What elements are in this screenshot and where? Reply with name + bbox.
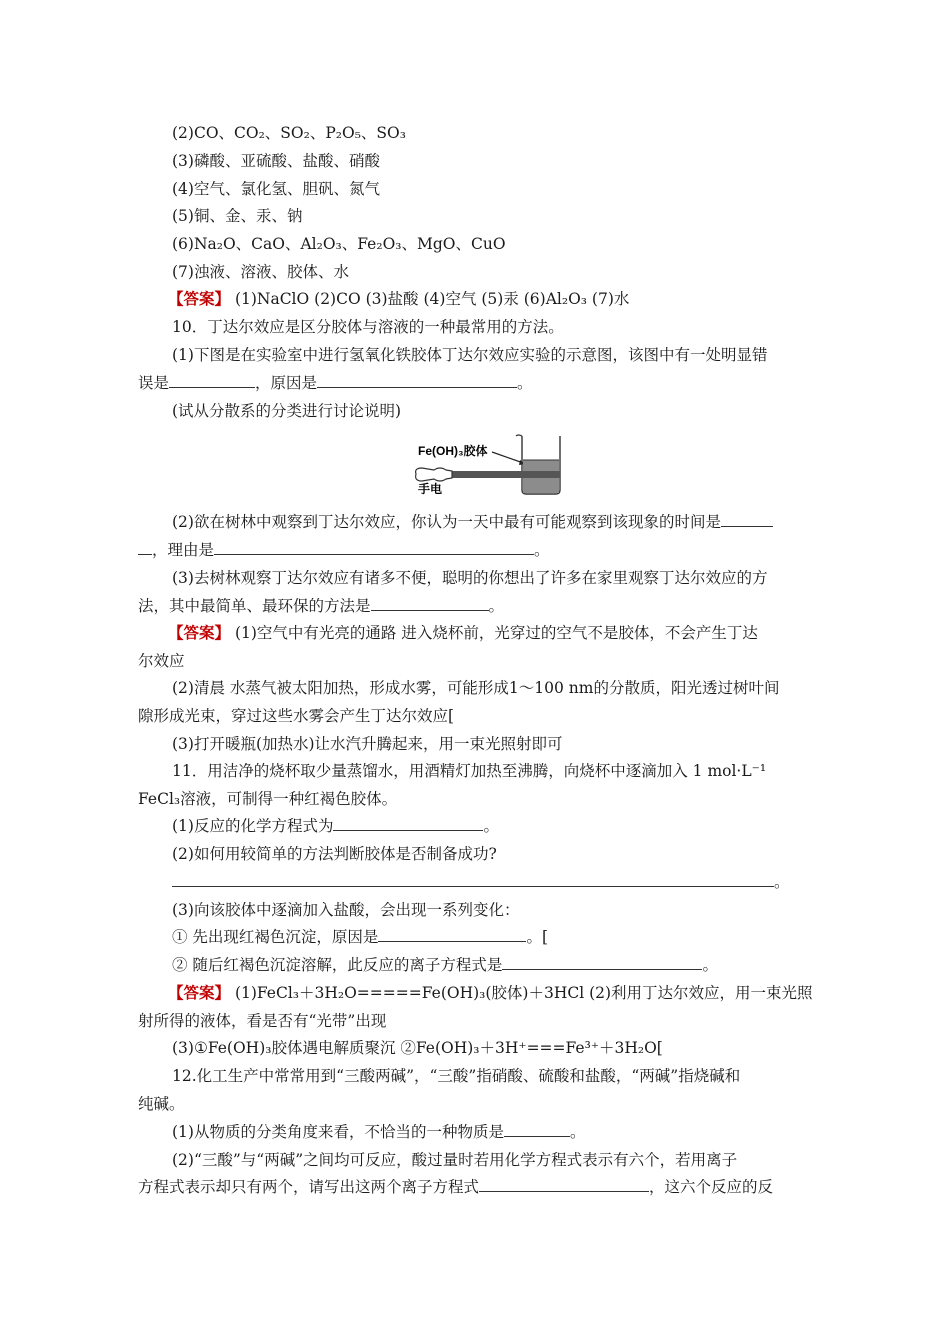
q11-part3: (3)向该胶体中逐滴加入盐酸，会出现一系列变化： [172,901,520,919]
q12-blank-ionic[interactable] [479,1177,649,1192]
q10-answer-line5: (3)打开暖瓶(加热水)让水汽升腾起来，用一束光照射即可 [172,735,563,753]
q10-answer-1a: (1)空气中有光亮的通路 进入烧杯前，光穿过的空气不是胶体，不会产生丁达 [230,624,758,642]
q11-part3b-end: 。 [702,956,718,974]
q10-part3-line2 [138,595,504,617]
q11-blank-ionic[interactable] [502,955,702,970]
answer-tag: 【答案】 [168,623,231,642]
q11-part1-end: 。 [483,817,499,835]
q9-item-3: (3)磷酸、亚硫酸、盐酸、硝酸 [172,152,380,170]
q11-part2-end: 。 [774,873,790,891]
q11-part3-a [172,926,548,948]
q12-part1-text: (1)从物质的分类角度来看，不恰当的一种物质是 [172,1123,504,1141]
q9-item-4: (4)空气、氯化氢、胆矾、氮气 [172,180,380,198]
q12-part1 [172,1121,585,1143]
q9-answer-text: (1)NaClO (2)CO (3)盐酸 (4)空气 (5)汞 (6)Al₂O₃ (7)水 [230,290,630,308]
q11-part3-b [172,954,718,976]
q10-part3-end: 。 [488,597,505,615]
q11-part2: (2)如何用较简单的方法判断胶体是否制备成功? [172,845,497,863]
q10-answer-line3: (2)清晨 水蒸气被太阳加热，形成水雾，可能形成1～100 nm的分散质，阳光透过树叶间 [172,679,780,697]
q10-part2-end: 。 [534,541,550,559]
q9-item-7: (7)浊液、溶液、胶体、水 [172,263,349,281]
q10-part2-mid: ，理由是 [152,541,215,559]
q10-blank-error[interactable] [169,373,255,388]
q10-stem: 10．丁达尔效应是区分胶体与溶液的一种最常用的方法。 [172,318,564,336]
q10-part2-line2 [138,539,550,561]
beaker-lip [516,435,522,436]
q11-part3b-text: ② 随后红褐色沉淀溶解，此反应的离子方程式是 [172,956,503,974]
q10-part1-prefix: 误是 [138,374,170,392]
q10-part1-hint: (试从分散系的分类进行讨论说明) [172,402,402,420]
q11-part2-answer-line [172,871,790,893]
colloid-label: Fe(OH)₃胶体 [418,444,488,458]
answer-tag: 【答案】 [168,983,231,1002]
q10-blank-reason[interactable] [317,373,517,388]
q11-answer-line3: (3)①Fe(OH)₃胶体遇电解质聚沉 ②Fe(OH)₃＋3H⁺===Fe³⁺＋3H₂O[ [172,1039,663,1057]
tyndall-figure [410,430,570,496]
q11-blank-equation[interactable] [333,816,483,831]
flashlight-label: 手电 [418,482,443,496]
q11-stem-line2: FeCl₃溶液，可制得一种红褐色胶体。 [138,790,398,808]
q10-part1-line1: (1)下图是在实验室中进行氢氧化铁胶体丁达尔效应实验的示意图，该图中有一处明显错 [172,346,768,364]
q12-blank-substance[interactable] [504,1122,570,1137]
q10-part3-line1: (3)去树林观察丁达尔效应有诸多不便，聪明的你想出了许多在家里观察丁达尔效应的方 [172,569,768,587]
q11-answer-line2: 射所得的液体，看是否有“光带”出现 [138,1012,387,1030]
flashlight-icon [416,468,452,481]
q9-item-5: (5)铜、金、汞、钠 [172,207,303,225]
q10-part2-line1 [172,511,773,533]
q11-answer-line1 [168,982,813,1004]
q12-stem-line2: 纯碱。 [138,1095,185,1113]
q12-part1-end: 。 [569,1123,586,1141]
q11-part1-text: (1)反应的化学方程式为 [172,817,334,835]
q11-blank-reason[interactable] [378,927,526,942]
answer-tag: 【答案】 [168,289,231,308]
q11-stem-line1: 11．用洁净的烧杯取少量蒸馏水，用酒精灯加热至沸腾，向烧杯中逐滴加入 1 mol·L⁻¹ [172,762,767,780]
q12-part2-text: 方程式表示却只有两个，请写出这两个离子方程式 [138,1178,480,1196]
q11-blank-judge[interactable] [172,872,774,887]
q10-blank-time-b[interactable] [138,540,152,555]
q10-answer-line2: 尔效应 [138,652,185,670]
q10-part2-text: (2)欲在树林中观察到丁达尔效应，你认为一天中最有可能观察到该现象的时间是 [172,513,721,531]
q10-answer-line4: 隙形成光束，穿过这些水雾会产生丁达尔效应[ [138,707,455,725]
q10-part1-mid: ，原因是 [255,374,318,392]
q11-part3a-end: 。[ [526,928,548,946]
q12-part2-line2 [138,1176,773,1198]
q9-item-6: (6)Na₂O、CaO、Al₂O₃、Fe₂O₃、MgO、CuO [172,235,506,253]
q11-part3a-text: ① 先出现红褐色沉淀，原因是 [172,928,379,946]
q10-blank-time-a[interactable] [721,512,773,527]
q10-answer-line1 [168,622,758,644]
light-beam [452,471,560,478]
q11-answer-1: (1)FeCl₃＋3H₂O=====Fe(OH)₃(胶体)＋3HCl (2)利用丁达尔效应，用一束光照 [230,984,813,1002]
q10-blank-why[interactable] [214,540,534,555]
q9-answer [168,288,629,310]
q12-part2-end: ，这六个反应的反 [649,1178,774,1196]
q12-part2-line1: (2)“三酸”与“两碱”之间均可反应，酸过量时若用化学方程式表示有六个，若用离子 [172,1151,738,1169]
q12-stem-line1: 12.化工生产中常常用到“三酸两碱”，“三酸”指硝酸、硫酸和盐酸，“两碱”指烧碱和 [172,1067,741,1085]
q10-part1-end: 。 [517,374,533,392]
q11-part1 [172,815,499,837]
q10-part3-prefix: 法，其中最简单、最环保的方法是 [138,597,371,615]
q9-item-2: (2)CO、CO₂、SO₂、P₂O₅、SO₃ [172,124,406,142]
q10-blank-method[interactable] [371,596,489,611]
q10-part1-line2 [138,372,533,394]
